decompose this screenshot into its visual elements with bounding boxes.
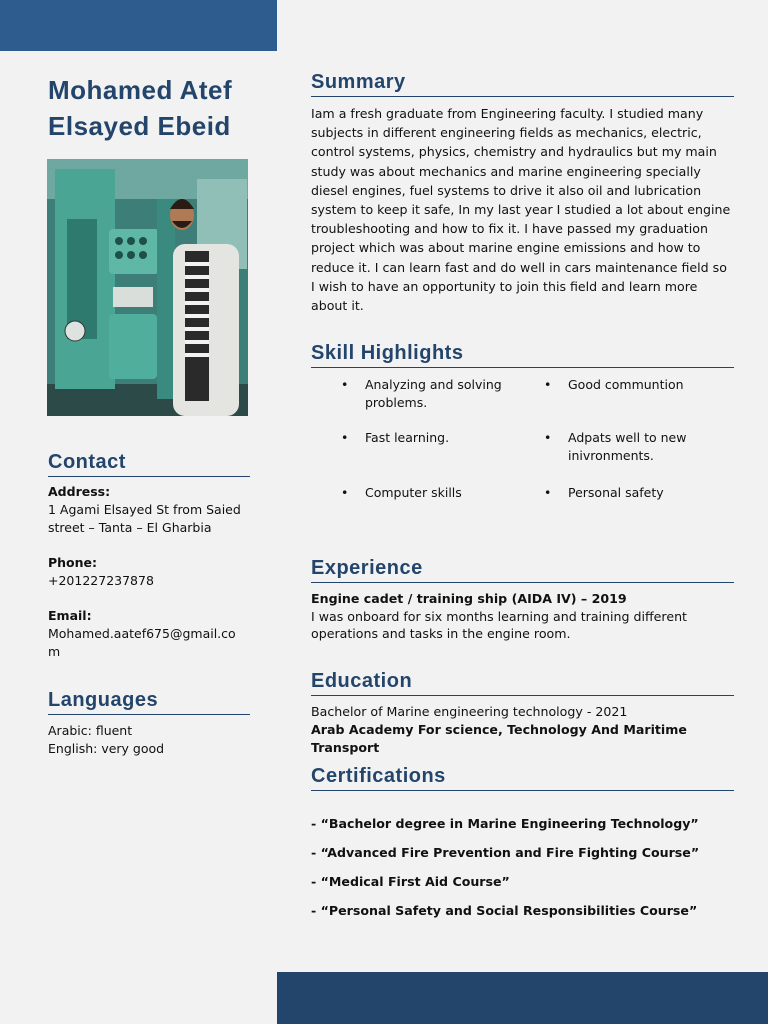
skill-item: • Adpats well to new inivronments. [544,429,738,465]
summary-text: Iam a fresh graduate from Engineering faculty. I studied many subjects in different engineering fields as mechanics, electric, control systems, physics, chemistry and hydraulics but my main study was about mechanics and marine engineering specially diesel engines, fuel systems to drive it also oil and lubrication system to keep it safe, In my last year I studied a lot about engine troubleshooting and how to fix it. I have passed my graduation project which was about marine engine emissions and how to reduce it. I can learn fast and do well in cars maintenance field so I wish to have an opportunity to join this field and learn more about it. [311,106,731,314]
email-label: Email: [48,608,92,623]
address-line-1: 1 Agami Elsayed St from Saied [48,502,241,517]
phone-label: Phone: [48,555,98,570]
languages-section [48,689,250,758]
skill-item: • Good communtion [544,376,738,394]
summary-heading: Summary [311,71,734,97]
skills-section [311,342,734,518]
skills-heading: Skill Highlights [311,342,734,368]
language-item: Arabic: fluent [48,723,133,738]
contact-heading: Contact [48,451,250,477]
summary-section [311,71,734,315]
profile-photo-illustration [47,159,248,416]
certification-item: - “Bachelor degree in Marine Engineering Technology” [311,816,699,831]
email-block [48,607,250,661]
skill-item: • Fast learning. [341,429,535,447]
education-degree: Bachelor of Marine engineering technology - 2021 [311,704,628,719]
phone-block [48,554,250,590]
experience-title: Engine cadet / training ship (AIDA IV) – 2019 [311,591,627,606]
phone-value: +201227237878 [48,573,154,588]
certifications-section [311,765,734,931]
experience-section [311,557,734,643]
education-section [311,670,734,757]
contact-section [48,451,250,678]
name-line-2: Elsayed Ebeid [48,111,231,141]
certifications-heading: Certifications [311,765,734,791]
skill-item: • Computer skills [341,484,535,502]
top-accent-band [0,0,277,51]
certification-item: - “Personal Safety and Social Responsibilities Course” [311,903,698,918]
profile-photo [47,159,248,416]
education-heading: Education [311,670,734,696]
experience-heading: Experience [311,557,734,583]
language-item: English: very good [48,741,165,756]
languages-heading: Languages [48,689,250,715]
name-block [48,72,250,144]
name-line-1: Mohamed Atef [48,75,233,105]
address-label: Address: [48,484,111,499]
address-line-2: street – Tanta – El Gharbia [48,520,212,535]
skill-item: • Analyzing and solving problems. [341,376,535,412]
bottom-accent-band [277,972,768,1024]
address-block [48,483,250,537]
education-school: Arab Academy For science, Technology And Maritime Transport [311,722,687,755]
skill-item: • Personal safety [544,484,738,502]
email-line-1[interactable]: Mohamed.aatef675@gmail.co [48,626,236,641]
certification-item: - “Advanced Fire Prevention and Fire Fighting Course” [311,845,700,860]
certification-item: - “Medical First Aid Course” [311,874,510,889]
experience-text: I was onboard for six months learning and training different operations and tasks in the engine room. [311,608,687,642]
email-line-2[interactable]: m [48,644,61,659]
